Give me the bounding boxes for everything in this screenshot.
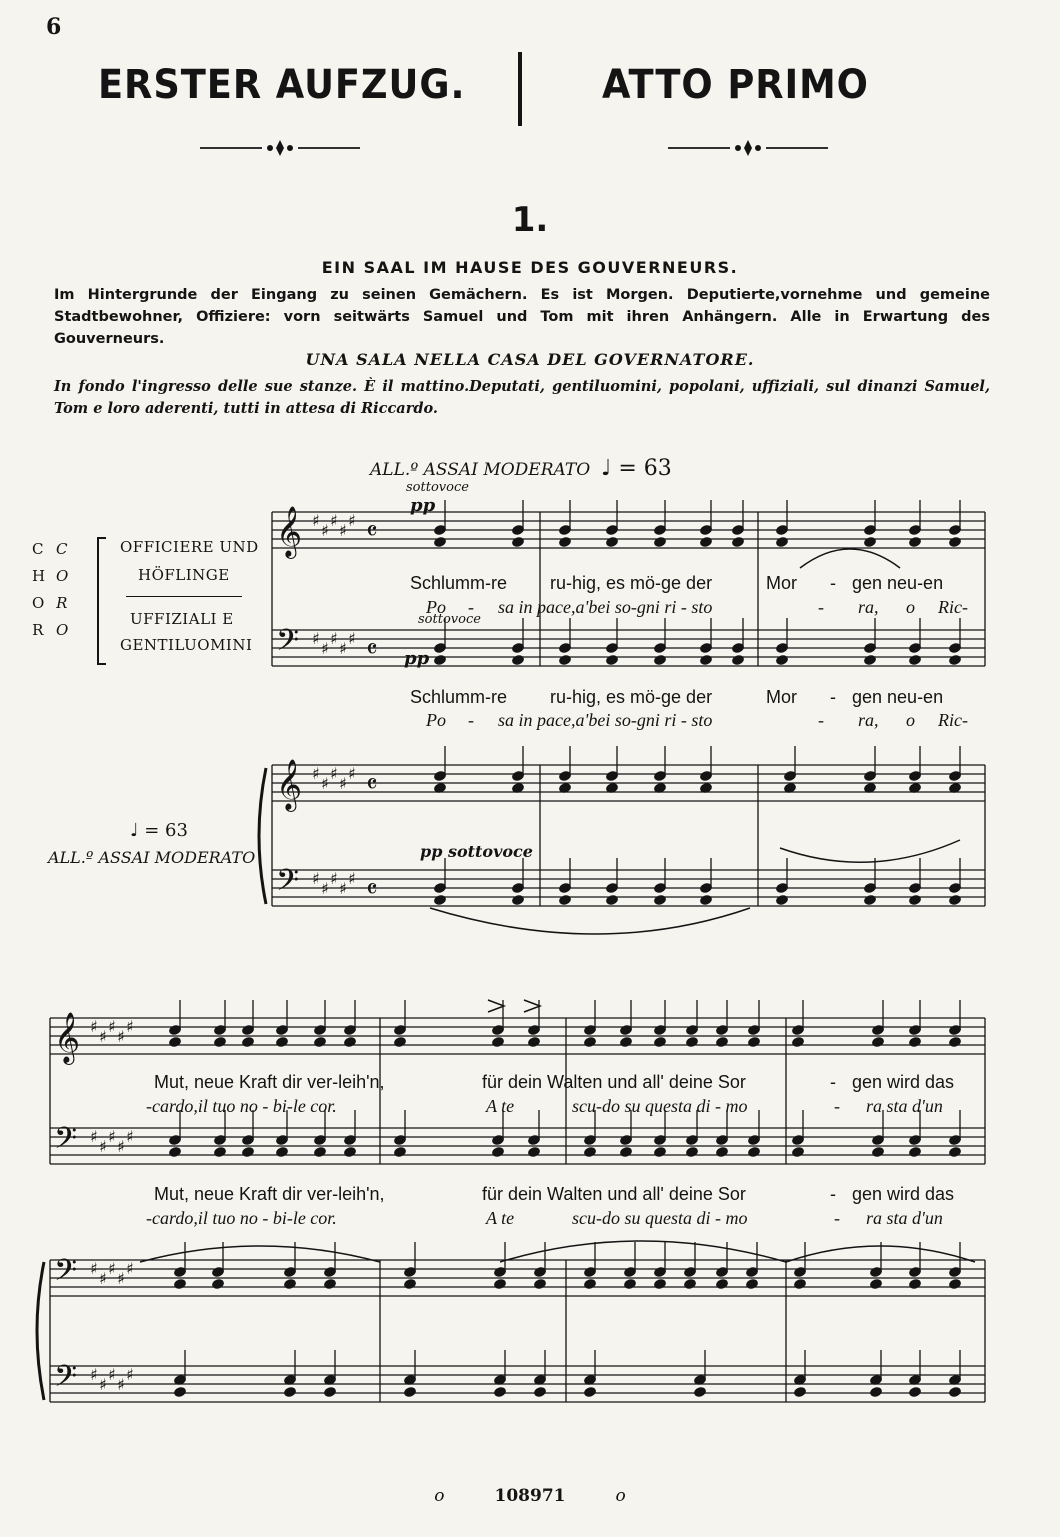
sharp-icon: ♯: [339, 521, 347, 540]
lyric-s1u-it-5: ra,: [858, 597, 879, 617]
note-head: [343, 1036, 356, 1047]
lyric-s1l-de-1: Schlumm-re: [410, 687, 508, 707]
sharp-icon: ♯: [108, 1017, 116, 1036]
sharp-icon: ♯: [321, 774, 329, 793]
lyric-s1l-it-2: -: [468, 710, 474, 730]
note-head: [533, 1386, 546, 1397]
piano-tempo-marking: ALL.º ASSAI MODERATO: [48, 848, 256, 867]
sharp-icon: ♯: [339, 774, 347, 793]
note-head: [491, 1036, 504, 1047]
note-head: [745, 1278, 758, 1289]
slur-icon: [780, 840, 960, 862]
sharp-icon: ♯: [117, 1137, 125, 1156]
dynamic-pp-sottovoce-piano: pp sottovoce: [420, 842, 533, 861]
sharp-icon: ♯: [339, 879, 347, 898]
lyric-s2u-de-4: gen wird das: [852, 1072, 955, 1092]
lyric-s1l-de-2: ru-hig, es mö-ge der: [550, 687, 713, 707]
sharp-icon: ♯: [99, 1375, 107, 1394]
note-head: [619, 1036, 632, 1047]
common-time-icon: 𝄴: [366, 770, 378, 800]
sharp-icon: ♯: [126, 1127, 134, 1146]
note-head: [511, 536, 524, 547]
voice1-label-german-line1: OFFICIERE UND: [120, 538, 259, 556]
plate-number: 108971: [494, 1486, 566, 1506]
sharp-icon: ♯: [312, 764, 320, 783]
note-head: [699, 536, 712, 547]
sharp-icon: ♯: [126, 1259, 134, 1278]
accent-icon: [488, 1000, 504, 1012]
note-head: [683, 1278, 696, 1289]
lyric-s2u-de-1: Mut, neue Kraft dir ver-leih'n,: [154, 1072, 385, 1092]
note-head: [715, 1278, 728, 1289]
lyric-s1l-de-5: gen neu-en: [852, 687, 944, 707]
sharp-icon: ♯: [117, 1269, 125, 1288]
note-head: [493, 1386, 506, 1397]
note-head: [731, 536, 744, 547]
bass-clef-icon: 𝄢: [276, 624, 300, 665]
note-head: [948, 1036, 961, 1047]
lyric-s2u-it-1: -cardo,il tuo no - bi-le cor.: [146, 1096, 337, 1116]
lyric-s1u-de-3: Mor: [766, 573, 797, 593]
note-head: [775, 654, 788, 665]
sharp-icon: ♯: [330, 764, 338, 783]
lyric-s1u-de-1: Schlumm-re: [410, 573, 508, 593]
lyric-s2u-it-5: ra sta d'un: [866, 1096, 943, 1116]
scene-title-german: EIN SAAL IM HAUSE DES GOUVERNEURS.: [321, 258, 739, 277]
note-head: [213, 1146, 226, 1157]
note-head: [393, 1146, 406, 1157]
note-head: [775, 536, 788, 547]
note-head: [511, 654, 524, 665]
lyric-s1u-it-7: Ric-: [938, 597, 968, 617]
note-head: [275, 1036, 288, 1047]
note-head: [699, 654, 712, 665]
scene-description-german: Im Hintergrunde der Eingang zu seinen Gemächern. Es ist Morgen. Deputierte,vornehme und gemeine Stadtbewohner, Offiziere: vorn seitwärts Samuel und Tom mit ihren Anhängern. Alle in Erwartung des Gouverneurs.: [54, 287, 990, 347]
sharp-icon: ♯: [99, 1269, 107, 1288]
sharp-icon: ♯: [90, 1017, 98, 1036]
sharp-icon: ♯: [330, 511, 338, 530]
lyric-s1l-it-1: Po: [426, 710, 446, 730]
lyric-s1u-it-2: -: [468, 597, 474, 617]
note-head: [948, 1146, 961, 1157]
note-head: [433, 536, 446, 547]
note-head: [313, 1146, 326, 1157]
note-head: [775, 894, 788, 905]
note-head: [605, 536, 618, 547]
lyric-s1l-de-4: -: [830, 687, 836, 707]
note-head: [871, 1036, 884, 1047]
note-head: [715, 1036, 728, 1047]
sharp-icon: ♯: [312, 511, 320, 530]
bass-clef-icon: 𝄢: [276, 864, 300, 905]
bass-clef-icon: 𝄢: [54, 1360, 78, 1401]
dynamic-sottovoce-upper: sottovoce: [406, 480, 469, 495]
lyric-s1u-it-1: Po: [426, 597, 446, 617]
note-head: [173, 1278, 186, 1289]
lyric-s2u-it-4: -: [834, 1096, 840, 1116]
note-head: [168, 1146, 181, 1157]
act-title-german: ERSTER AUFZUG.: [98, 62, 466, 108]
common-time-icon: 𝄴: [366, 517, 378, 547]
common-time-icon: 𝄴: [366, 635, 378, 665]
note-head: [685, 1146, 698, 1157]
note-head: [731, 654, 744, 665]
note-head: [343, 1146, 356, 1157]
note-head: [583, 1146, 596, 1157]
note-head: [283, 1386, 296, 1397]
lyric-s1l-it-5: ra,: [858, 710, 879, 730]
note-head: [747, 1146, 760, 1157]
common-time-icon: 𝄴: [366, 875, 378, 905]
note-head: [908, 536, 921, 547]
note-head: [241, 1146, 254, 1157]
sharp-icon: ♯: [99, 1027, 107, 1046]
page-footer: [0, 1486, 1060, 1506]
lyric-s2u-it-3: scu-do su questa di - mo: [572, 1096, 748, 1116]
sharp-icon: ♯: [99, 1137, 107, 1156]
voice1-label-italian-line2: GENTILUOMINI: [120, 636, 253, 654]
sharp-icon: ♯: [321, 879, 329, 898]
scene-description-italian: In fondo l'ingresso delle sue stanze. È il mattino.Deputati, gentiluomini, popolani, uffiziali, sul dinanzi Samuel, Tom e loro aderenti, tutti in attesa di Riccardo.: [54, 378, 990, 417]
lyric-s2l-de-3: -: [830, 1184, 836, 1204]
note-head: [583, 1386, 596, 1397]
sharp-icon: ♯: [126, 1365, 134, 1384]
sharp-icon: ♯: [108, 1259, 116, 1278]
chorus-label-german: CHOR: [32, 540, 46, 639]
note-head: [948, 536, 961, 547]
sharp-icon: ♯: [312, 869, 320, 888]
note-head: [323, 1278, 336, 1289]
sharp-icon: ♯: [321, 639, 329, 658]
lyric-s1u-de-2: ru-hig, es mö-ge der: [550, 573, 713, 593]
note-head: [323, 1386, 336, 1397]
lyric-s1u-it-4: -: [818, 597, 824, 617]
note-head: [793, 1386, 806, 1397]
note-head: [747, 1036, 760, 1047]
note-head: [241, 1036, 254, 1047]
lyric-s1l-it-7: Ric-: [938, 710, 968, 730]
sharp-icon: ♯: [330, 629, 338, 648]
slur-icon: [430, 908, 750, 934]
bass-clef-icon: 𝄢: [54, 1122, 78, 1163]
note-head: [908, 1386, 921, 1397]
note-head: [623, 1278, 636, 1289]
lyric-s1u-it-6: o: [906, 597, 915, 617]
note-head: [491, 1146, 504, 1157]
lyric-s2l-de-2: für dein Walten und all' deine Sor: [482, 1184, 746, 1204]
note-head: [653, 1278, 666, 1289]
lyric-s1l-de-3: Mor: [766, 687, 797, 707]
sharp-icon: ♯: [330, 869, 338, 888]
footer-mark-left: o: [434, 1486, 445, 1506]
lyric-s1u-de-4: -: [830, 573, 836, 593]
sharp-icon: ♯: [117, 1027, 125, 1046]
note-head: [433, 894, 446, 905]
lyric-s2l-de-4: gen wird das: [852, 1184, 955, 1204]
sharp-icon: ♯: [90, 1259, 98, 1278]
note-head: [791, 1146, 804, 1157]
note-head: [863, 654, 876, 665]
lyric-s2u-de-2: für dein Walten und all' deine Sor: [482, 1072, 746, 1092]
note-head: [605, 894, 618, 905]
lyric-s1u-de-5: gen neu-en: [852, 573, 944, 593]
accent-icon: [524, 1000, 540, 1012]
scene-title-italian: UNA SALA NELLA CASA DEL GOVERNATORE.: [305, 350, 755, 369]
note-head: [948, 894, 961, 905]
chorus-label-italian: CORO: [56, 540, 69, 639]
lyric-s1u-it-3: sa in pace,a'bei so-gni ri - sto: [498, 597, 713, 617]
note-head: [908, 654, 921, 665]
note-head: [527, 1036, 540, 1047]
note-head: [693, 1386, 706, 1397]
sharp-icon: ♯: [90, 1365, 98, 1384]
act-title-italian: ATTO PRIMO: [602, 62, 869, 108]
slur-icon: [500, 1241, 786, 1262]
clefs: [54, 506, 378, 1401]
note-head: [433, 654, 446, 665]
voice1-label-german-line2: HÖFLINGE: [138, 566, 230, 584]
note-head: [908, 1146, 921, 1157]
note-head: [558, 894, 571, 905]
piano-brace-icon: [37, 1262, 44, 1400]
lyric-s1l-it-4: -: [818, 710, 824, 730]
note-head: [863, 536, 876, 547]
treble-clef-icon: 𝄞: [276, 506, 303, 557]
note-head: [527, 1146, 540, 1157]
note-head: [793, 1278, 806, 1289]
note-head: [653, 1036, 666, 1047]
note-head: [653, 1146, 666, 1157]
note-head: [653, 536, 666, 547]
note-head: [393, 1036, 406, 1047]
page-number: 6: [46, 14, 62, 40]
note-head: [403, 1278, 416, 1289]
note-head: [533, 1278, 546, 1289]
sharp-icon: ♯: [126, 1017, 134, 1036]
scene-number: 1.: [511, 200, 549, 240]
note-head: [213, 1036, 226, 1047]
sharp-icon: ♯: [312, 629, 320, 648]
note-head: [791, 1036, 804, 1047]
lyric-s2l-it-1: -cardo,il tuo no - bi-le cor.: [146, 1208, 337, 1228]
sharp-icon: ♯: [321, 521, 329, 540]
note-head: [619, 1146, 632, 1157]
note-head: [715, 1146, 728, 1157]
note-head: [869, 1386, 882, 1397]
note-head: [558, 536, 571, 547]
slur-icon: [800, 549, 900, 568]
bass-clef-icon: 𝄢: [54, 1254, 78, 1295]
note-head: [173, 1386, 186, 1397]
note-head: [403, 1386, 416, 1397]
tempo-marking: ALL.º ASSAI MODERATO ♩ = 63: [370, 456, 672, 481]
note-head: [948, 654, 961, 665]
note-head: [283, 1278, 296, 1289]
note-head: [583, 1278, 596, 1289]
sharp-icon: ♯: [117, 1375, 125, 1394]
note-head: [685, 1036, 698, 1047]
treble-clef-icon: 𝄞: [54, 1012, 81, 1063]
lyric-s2u-it-2: A te: [486, 1096, 515, 1116]
lyric-s2l-it-5: ra sta d'un: [866, 1208, 943, 1228]
note-head: [908, 1036, 921, 1047]
footer-mark-right: o: [615, 1486, 626, 1506]
treble-clef-icon: 𝄞: [276, 759, 303, 810]
sharp-icon: ♯: [90, 1127, 98, 1146]
dynamic-sottovoce-lower: sottovoce: [418, 612, 481, 627]
dynamic-pp-upper: pp: [410, 495, 436, 516]
note-head: [871, 1146, 884, 1157]
note-head: [908, 894, 921, 905]
sharp-icon: ♯: [108, 1365, 116, 1384]
sharp-icon: ♯: [348, 511, 356, 530]
lyric-s2l-it-4: -: [834, 1208, 840, 1228]
sharp-icon: ♯: [348, 764, 356, 783]
note-head: [948, 1386, 961, 1397]
lyric-s1l-it-6: o: [906, 710, 915, 730]
note-head: [863, 894, 876, 905]
note-head: [211, 1278, 224, 1289]
note-head: [948, 1278, 961, 1289]
note-head: [168, 1036, 181, 1047]
note-head: [653, 894, 666, 905]
lyric-s1l-it-3: sa in pace,a'bei so-gni ri - sto: [498, 710, 713, 730]
note-head: [653, 654, 666, 665]
lyric-s2l-it-2: A te: [486, 1208, 515, 1228]
dynamic-pp-lower: pp: [404, 648, 430, 669]
note-head: [699, 894, 712, 905]
note-head: [275, 1146, 288, 1157]
note-head: [493, 1278, 506, 1289]
note-head: [558, 654, 571, 665]
sharp-icon: ♯: [108, 1127, 116, 1146]
piano-metronome-marking: ♩ = 63: [130, 820, 188, 841]
piano-brace-icon: [259, 768, 266, 904]
note-head: [605, 654, 618, 665]
note-head: [313, 1036, 326, 1047]
lyric-s2l-it-3: scu-do su questa di - mo: [572, 1208, 748, 1228]
sharp-icon: ♯: [348, 869, 356, 888]
voice1-label-italian-line1: UFFIZIALI E: [130, 610, 234, 628]
sharp-icon: ♯: [339, 639, 347, 658]
note-head: [869, 1278, 882, 1289]
note-head: [583, 1036, 596, 1047]
lyric-s2l-de-1: Mut, neue Kraft dir ver-leih'n,: [154, 1184, 385, 1204]
sharp-icon: ♯: [348, 629, 356, 648]
lyric-s2u-de-3: -: [830, 1072, 836, 1092]
note-head: [908, 1278, 921, 1289]
notes: [140, 500, 975, 1398]
note-head: [511, 894, 524, 905]
